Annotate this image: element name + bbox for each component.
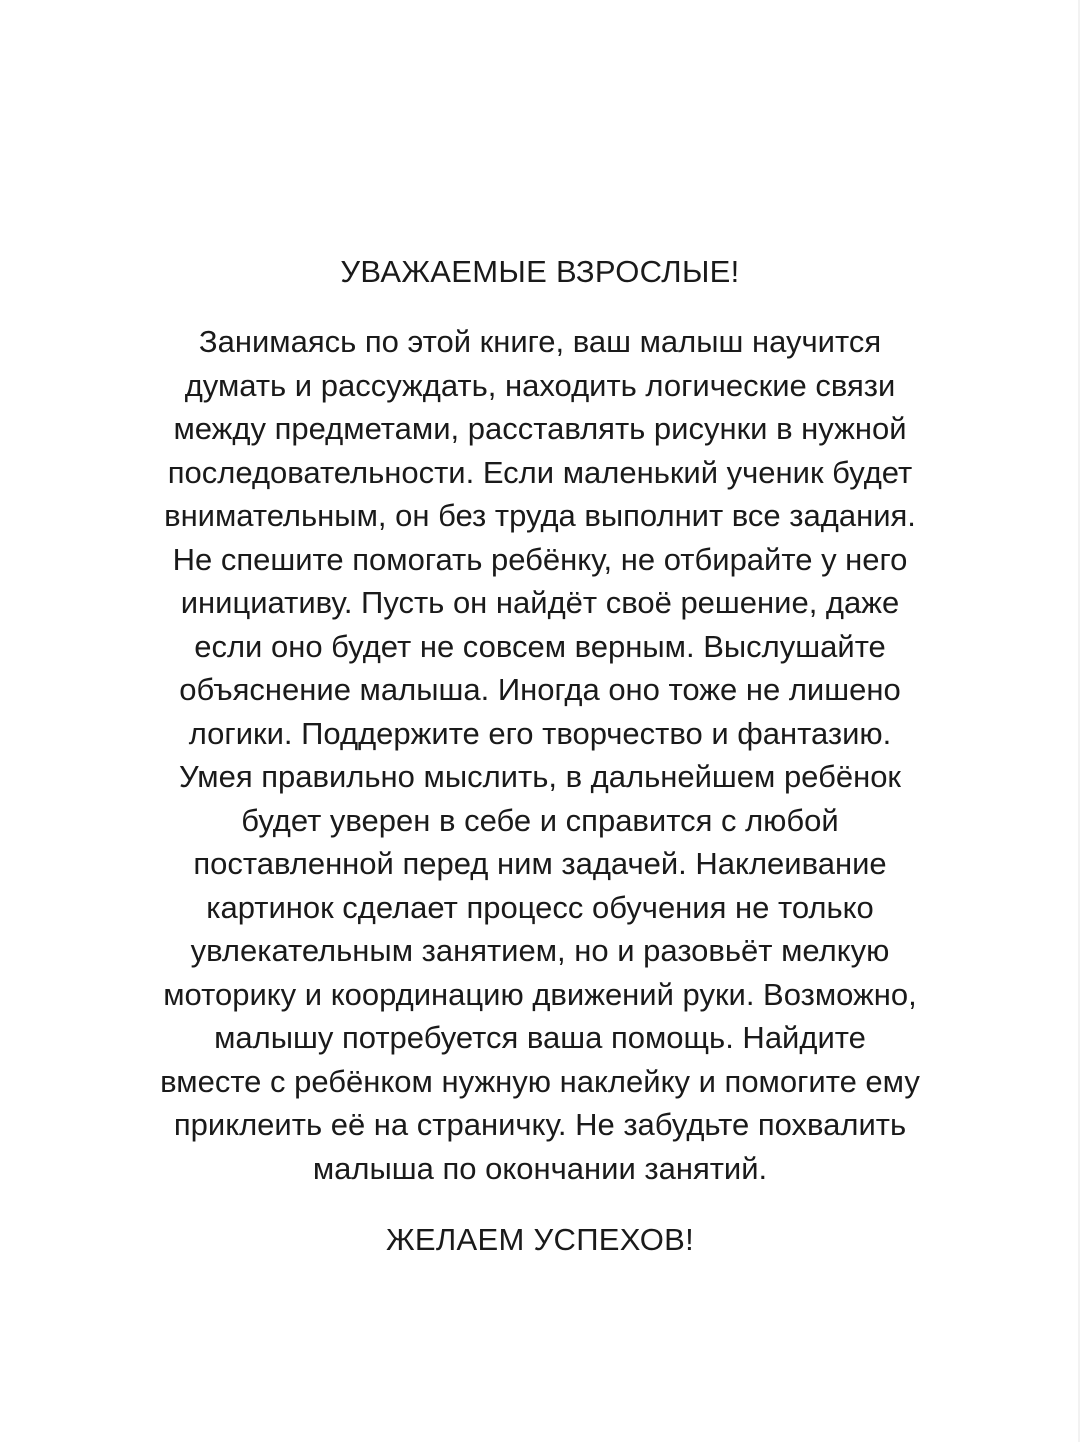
paragraph-line: думать и рассуждать, находить логические связи [184,367,896,403]
paragraph-line: между предметами, расставлять рисунки в нужной [173,411,907,446]
paragraph-line: поставленной перед ним задачей. Наклеивание [193,846,887,881]
paragraph-line: Умея правильно мыслить, в дальнейшем ребёнок [178,759,901,794]
body-paragraph [100,320,980,1190]
paragraph-line: будет уверен в себе и справится с любой [241,802,839,838]
paragraph-line: приклеить её на страничку. Не забудьте похвалить [173,1107,907,1142]
paragraph-line: внимательным, он без труда выполнит все задания. [164,498,916,533]
paragraph-line: малыша по окончании занятий. [312,1150,768,1186]
paragraph-line: последовательности. Если маленький ученик будет [167,454,913,490]
paragraph-line: увлекательным занятием, но и разовьёт мелкую [190,933,890,968]
paragraph-line: моторику и координацию движений руки. Возможно, [163,976,917,1012]
paragraph-line: инициативу. Пусть он найдёт своё решение, даже [180,585,900,620]
page-heading: УВАЖАЕМЫЕ ВЗРОСЛЫЕ! [340,254,740,289]
paragraph-line: логики. Поддержите его творчество и фантазию. [188,715,892,751]
paragraph-line: малышу потребуется ваша помощь. Найдите [214,1020,866,1055]
paragraph-line: вместе с ребёнком нужную наклейку и помогите ему [160,1063,920,1099]
closing-heading: ЖЕЛАЕМ УСПЕХОВ! [385,1222,695,1257]
paragraph-line: если оно будет не совсем верным. Выслушайте [194,628,886,664]
paragraph-line: объяснение малыша. Иногда оно тоже не лишено [179,672,901,707]
paragraph-line: картинок сделает процесс обучения не только [206,889,874,925]
paragraph-line: Не спешите помогать ребёнку, не отбирайте у него [172,541,908,577]
paragraph-line: Занимаясь по этой книге, ваш малыш научится [198,324,882,359]
